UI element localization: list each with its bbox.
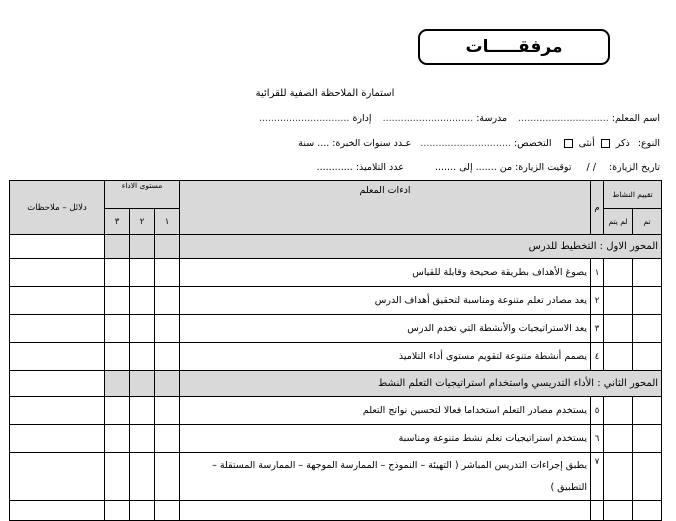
not-done-cell[interactable]	[604, 397, 633, 425]
table-row: ٣ يعد الاستراتيجيات والأنشطة التي تخدم الدرس	[10, 315, 662, 343]
not-done-cell[interactable]	[604, 453, 633, 501]
table-row: ٥ يستخدم مصادر التعلم استخداما فعالا لتحسين نواتج التعلم	[10, 397, 662, 425]
gender-label: النوع:	[637, 138, 660, 149]
indicator-text: يطبق إجراءات التدريس المباشر ( التهيئة – النموذج – الممارسة الموجهة – الممارسة المستقلة – التطبيق )	[180, 453, 591, 501]
done-cell[interactable]	[633, 453, 662, 501]
info-row-2	[60, 138, 660, 149]
date-value: / /	[586, 162, 596, 173]
admin-dots: ..............................	[258, 113, 350, 124]
not-done-cell[interactable]	[604, 343, 633, 371]
done-cell[interactable]	[633, 315, 662, 343]
table-row: ٧ يطبق إجراءات التدريس المباشر ( التهيئة – النموذج – الممارسة الموجهة – الممارسة المستقلة – التطبيق )	[10, 453, 662, 501]
done-cell[interactable]	[633, 343, 662, 371]
indicator-text: يعد الاستراتيجيات والأنشطة التي تخدم الدرس	[180, 315, 591, 343]
school-dots: ..............................	[382, 113, 474, 124]
done-cell[interactable]	[633, 287, 662, 315]
evidence-header: دلائل – ملاحظات	[10, 181, 105, 235]
level-2-header: ٢	[130, 209, 155, 235]
evaluation-header: تقييم النشاط	[604, 181, 662, 209]
axis-1-title: المحور الاول : التخطيط للدرس	[180, 235, 662, 259]
spec-dots: ..............................	[420, 138, 511, 149]
students-label: عدد التلاميذ: ............	[316, 162, 404, 173]
indicator-text: يعد مصادر تعلم متنوعة ومناسبة لتحقيق أهداف الدرس	[180, 287, 591, 315]
level-3-header: ٣	[105, 209, 130, 235]
male-label: ذكر	[615, 138, 630, 149]
admin-label: إدارة	[352, 113, 372, 124]
done-cell[interactable]	[633, 397, 662, 425]
table-row: ٤ يصمم أنشطة متنوعة لتقويم مستوى أداء التلاميذ	[10, 343, 662, 371]
not-done-cell[interactable]	[604, 259, 633, 287]
info-row-1	[60, 113, 660, 124]
spec-label: التخصص:	[513, 138, 552, 149]
table-row: ٦ يستخدم استراتيجيات تعلم نشط متنوعة ومناسبة	[10, 425, 662, 453]
experience-label: عـدد سنوات الخبرة: .... سنة	[298, 138, 412, 149]
num-header: م	[591, 181, 604, 235]
table-row: ١ يصوغ الأهداف بطريقة صحيحة وقابلة للقياس	[10, 259, 662, 287]
indicator-text: يصوغ الأهداف بطريقة صحيحة وقابلة للقياس	[180, 259, 591, 287]
indicator-text: يستخدم مصادر التعلم استخداما فعالا لتحسين نواتج التعلم	[180, 397, 591, 425]
observation-table	[9, 180, 662, 521]
level-1-header: ١	[155, 209, 180, 235]
not-done-cell[interactable]	[604, 287, 633, 315]
done-cell[interactable]	[633, 425, 662, 453]
axis-2-title: المحور الثاني : الأداء التدريسي واستخدام استراتيجيات التعلم النشط	[180, 371, 662, 397]
not-done-header: لم يتم	[604, 209, 633, 235]
indicator-text: يصمم أنشطة متنوعة لتقويم مستوى أداء التلاميذ	[180, 343, 591, 371]
female-checkbox-icon[interactable]	[564, 139, 573, 148]
attachments-title: مرفقـــــات	[418, 29, 610, 65]
performance-header: ادءات المعلم	[180, 181, 591, 235]
done-header: تم	[633, 209, 662, 235]
date-label: تاريخ الزيارة:	[608, 162, 660, 173]
info-row-3	[60, 162, 660, 173]
form-title: استمارة الملاحظة الصفية للقرائية	[255, 88, 395, 99]
indicator-text: يستخدم استراتيجيات تعلم نشط متنوعة ومناسبة	[180, 425, 591, 453]
teacher-dots: ..............................	[518, 113, 609, 124]
teacher-label: اسم المعلم:	[611, 113, 660, 124]
not-done-cell[interactable]	[604, 425, 633, 453]
time-label: توقيت الزيارة: من ....... إلى .......	[434, 162, 572, 173]
school-label: مدرسة:	[476, 113, 508, 124]
done-cell[interactable]	[633, 259, 662, 287]
not-done-cell[interactable]	[604, 315, 633, 343]
male-checkbox-icon[interactable]	[601, 139, 610, 148]
level-header: مستوى الاداء	[105, 181, 180, 209]
female-label: أنثى	[578, 138, 595, 149]
table-row: ٢ يعد مصادر تعلم متنوعة ومناسبة لتحقيق أهداف الدرس	[10, 287, 662, 315]
